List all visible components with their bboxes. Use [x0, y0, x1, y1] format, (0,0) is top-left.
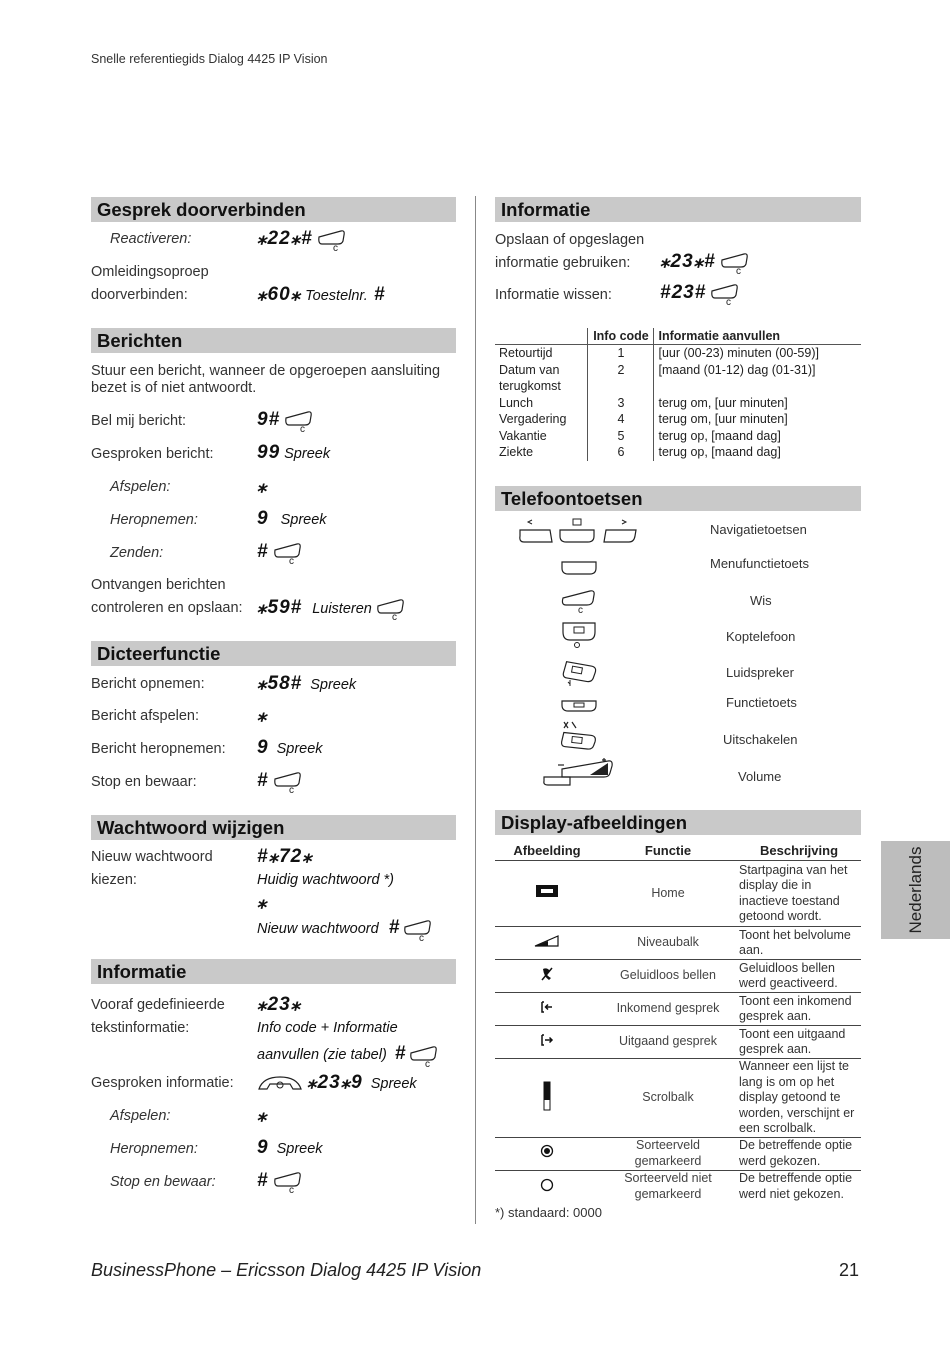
- dict-stop-label: Stop en bewaar:: [91, 774, 197, 790]
- table-cell: [maand (01-12) dag (01-31)]: [658, 362, 816, 377]
- clear-key-icon: [273, 771, 303, 791]
- radio-empty-icon: [540, 1178, 554, 1192]
- dict-rerecord-label: Bericht heropnemen:: [91, 741, 226, 757]
- page-number: 21: [839, 1260, 860, 1280]
- running-header: Snelle referentiegids Dialog 4425 IP Vision: [91, 52, 328, 66]
- table-cell: terug om, [uur minuten]: [658, 395, 788, 410]
- dict-record-label: Bericht opnemen:: [91, 676, 205, 692]
- table-cell: [495, 861, 599, 927]
- table-cell: terug op, [maand dag]: [658, 428, 781, 443]
- radio-selected-icon: [540, 1144, 554, 1158]
- clear-key-icon: [710, 283, 740, 303]
- table-cell: Lunch: [499, 395, 534, 410]
- table-cell: [495, 927, 599, 960]
- table-cell: 1: [588, 345, 654, 362]
- table-header: Informatie aanvullen: [654, 328, 861, 345]
- send-code: # c: [257, 541, 303, 563]
- messages-intro: Stuur een bericht, wanneer de opgeroepen aansluiting bezet is of niet antwoordt.: [91, 363, 441, 396]
- function-key-icon: [560, 697, 598, 715]
- clear-key-icon: [560, 588, 598, 614]
- dict-play-code: ⁎: [257, 705, 268, 726]
- password-current: Huidig wachtwoord *): [257, 872, 395, 888]
- table-cell: Ziekte: [499, 445, 534, 459]
- password-new: Nieuw wachtwoord # c: [257, 917, 433, 939]
- table-cell: Sorteerveld gemarkeerd: [599, 1137, 737, 1170]
- table-cell: Vergadering: [499, 412, 567, 426]
- table-cell: Uitgaand gesprek: [599, 1026, 737, 1059]
- forward-code: ⁎60⁎ Toestelnr. #: [257, 284, 386, 305]
- password-label-line2: kiezen:: [91, 872, 137, 888]
- section-title-dictation: Dicteerfunctie: [91, 641, 456, 666]
- navigation-keys-icon: [516, 516, 640, 546]
- info-code-table: [495, 328, 861, 461]
- clear-key-icon: [317, 229, 347, 249]
- table-header-row: [495, 328, 861, 345]
- table-header: [495, 328, 588, 345]
- section-title-info-right: Informatie: [495, 197, 861, 222]
- info-stop-label: Stop en bewaar:: [110, 1174, 216, 1190]
- svg-text:c: c: [735, 265, 742, 274]
- table-cell: Vakantie: [499, 428, 547, 443]
- incoming-call-icon: [540, 1000, 554, 1014]
- footer-title: BusinessPhone – Ericsson Dialog 4425 IP Vision: [91, 1260, 482, 1280]
- dict-play-label: Bericht afspelen:: [91, 708, 200, 724]
- home-icon: [535, 884, 559, 898]
- table-cell: [495, 1137, 599, 1170]
- clear-key-icon: [273, 542, 303, 562]
- preset-label-line2: tekstinformatie:: [91, 1020, 190, 1036]
- save-info-code: ⁎23⁎# c: [660, 250, 750, 273]
- info-play-code: ⁎: [257, 1105, 268, 1126]
- play-label: Afspelen:: [110, 479, 171, 495]
- table-cell: Scrolbalk: [599, 1059, 737, 1138]
- forward-label-line2: doorverbinden:: [91, 287, 188, 303]
- table-cell: Wanneer een lijst te lang is om op het display getoond te worden, verschijnt er een scrolbalk.: [737, 1059, 861, 1138]
- section-title-info-left: Informatie: [91, 959, 456, 984]
- headset-key-icon: [560, 620, 598, 650]
- password-code: #⁎72⁎: [257, 846, 313, 867]
- check-label-line1: Ontvangen berichten: [91, 577, 226, 593]
- password-label-line1: Nieuw wachtwoord: [91, 849, 213, 865]
- table-cell: terug om, [uur minuten]: [658, 412, 788, 426]
- table-cell: 6: [588, 444, 654, 461]
- table-row: [495, 428, 861, 445]
- volume-key-icon: [540, 757, 616, 789]
- table-row: [495, 1170, 861, 1203]
- table-cell: [654, 378, 861, 395]
- rerecord-code: 9 Spreek: [257, 508, 327, 529]
- table-cell: [495, 1059, 599, 1138]
- key-label-navigation: Navigatietoetsen: [710, 522, 807, 537]
- table-cell: terug op, [maand dag]: [658, 445, 781, 459]
- info-stop-code: # c: [257, 1170, 303, 1192]
- table-cell: De betreffende optie werd niet gekozen.: [739, 1171, 853, 1201]
- play-code: ⁎: [257, 476, 268, 497]
- table-cell: Datum van: [499, 362, 560, 377]
- rerecord-label: Heropnemen:: [110, 512, 198, 528]
- table-row: [495, 378, 861, 395]
- svg-text:c: c: [300, 423, 307, 432]
- table-cell: Niveaubalk: [599, 927, 737, 960]
- info-rerecord-label: Heropnemen:: [110, 1141, 198, 1157]
- clear-key-icon: [376, 598, 406, 618]
- clear-info-label: Informatie wissen:: [495, 287, 612, 303]
- speaker-key-icon: [560, 658, 598, 688]
- scrollbar-icon: [543, 1081, 551, 1111]
- section-title-messages: Berichten: [91, 328, 456, 353]
- table-cell: Home: [599, 861, 737, 927]
- table-cell: 5: [588, 428, 654, 445]
- outgoing-call-icon: [540, 1033, 554, 1047]
- column-divider: [475, 196, 476, 1224]
- table-row: [495, 345, 861, 362]
- preset-label-line1: Vooraf gedefinieerde: [91, 997, 225, 1013]
- key-label-mute: Uitschakelen: [723, 732, 798, 747]
- svg-text:c: c: [332, 242, 339, 251]
- table-header: Functie: [599, 841, 737, 861]
- key-label-function: Functietoets: [726, 695, 797, 710]
- forward-label-line1: Omleidingsoproep: [91, 264, 209, 280]
- ring-level-icon: [534, 934, 560, 948]
- voice-info-code: ⁎23⁎9 Spreek: [257, 1071, 417, 1094]
- preset-line2: Info code + Informatie: [257, 1020, 398, 1036]
- table-row: [495, 395, 861, 412]
- silent-ring-icon: [540, 966, 554, 982]
- section-title-display: Display-afbeeldingen: [495, 810, 861, 835]
- dict-rerecord-code: 9 Spreek: [257, 737, 323, 758]
- section-title-transfer: Gesprek doorverbinden: [91, 197, 456, 222]
- table-cell: [uur (00-23) minuten (00-59)]: [658, 346, 819, 360]
- clear-key-icon: [284, 410, 314, 430]
- table-header: Beschrijving: [737, 841, 861, 861]
- voice-message-code: 99 Spreek: [257, 442, 331, 463]
- reactivate-label: Reactiveren:: [110, 231, 192, 247]
- preset-code: ⁎23⁎: [257, 994, 302, 1015]
- voice-message-label: Gesproken bericht:: [91, 446, 214, 462]
- key-label-headset: Koptelefoon: [726, 629, 796, 644]
- table-row: [495, 993, 861, 1026]
- language-tab-label: Nederlands: [905, 846, 925, 934]
- table-cell: Sorteerveld niet gemarkeerd: [624, 1171, 712, 1201]
- table-cell: Geluidloos bellen: [599, 960, 737, 993]
- table-cell: [495, 993, 599, 1026]
- clear-info-code: #23# c: [660, 282, 740, 304]
- dict-stop-code: # c: [257, 770, 303, 792]
- svg-text:c: c: [391, 611, 398, 620]
- table-cell: [495, 1026, 599, 1059]
- table-row: [495, 1026, 861, 1059]
- check-code: ⁎59# Luisteren c: [257, 596, 406, 619]
- table-cell: Geluidloos bellen werd geactiveerd.: [737, 960, 861, 993]
- default-note: *) standaard: 0000: [495, 1205, 602, 1220]
- table-header-row: [495, 841, 861, 861]
- svg-text:c: c: [726, 296, 733, 305]
- check-label-line2: controleren en opslaan:: [91, 600, 243, 616]
- table-row: [495, 927, 861, 960]
- table-cell: Inkomend gesprek: [599, 993, 737, 1026]
- table-cell: terugkomst: [499, 379, 561, 393]
- voice-info-label: Gesproken informatie:: [91, 1075, 234, 1091]
- table-cell: 3: [588, 395, 654, 412]
- table-row: [495, 362, 861, 379]
- clear-key-icon: [403, 919, 433, 942]
- svg-text:c: c: [425, 1059, 431, 1068]
- table-cell: [495, 1170, 599, 1203]
- table-cell: [495, 960, 599, 993]
- language-tab: [881, 841, 950, 939]
- clear-key-icon: [720, 252, 750, 272]
- table-row: [495, 960, 861, 993]
- info-play-label: Afspelen:: [110, 1108, 171, 1124]
- table-cell: Toont een inkomend gesprek aan.: [737, 993, 861, 1026]
- table-row: [495, 1059, 861, 1138]
- preset-line3: aanvullen (zie tabel) # c: [257, 1043, 439, 1065]
- clear-key-icon: [409, 1045, 439, 1068]
- table-cell: 2: [588, 362, 654, 379]
- table-row: [495, 411, 861, 428]
- save-info-label-line1: Opslaan of opgeslagen: [495, 232, 645, 248]
- key-label-speaker: Luidspreker: [726, 665, 794, 680]
- table-cell: Retourtijd: [499, 346, 553, 360]
- table-header: Afbeelding: [495, 841, 599, 861]
- table-cell: De betreffende optie werd gekozen.: [737, 1137, 861, 1170]
- key-label-clear: Wis: [750, 593, 772, 608]
- table-cell: [588, 378, 654, 395]
- menu-function-key-icon: [560, 558, 598, 578]
- callme-label: Bel mij bericht:: [91, 413, 187, 429]
- password-star: ⁎: [257, 892, 268, 913]
- dict-record-code: ⁎58# Spreek: [257, 673, 357, 694]
- svg-text:c: c: [578, 605, 583, 614]
- svg-text:c: c: [288, 784, 295, 793]
- section-title-keys: Telefoontoetsen: [495, 486, 861, 511]
- table-row: [495, 861, 861, 927]
- handset-icon: [257, 1073, 303, 1093]
- table-header: Info code: [588, 328, 654, 345]
- display-icons-table: [495, 841, 861, 1203]
- reactivate-code: ⁎22⁎# c: [257, 227, 347, 250]
- key-label-menu: Menufunctietoets: [710, 556, 810, 571]
- svg-text:c: c: [288, 1184, 295, 1193]
- table-cell: Startpagina van het display die in inactieve toestand getoond wordt.: [737, 861, 861, 927]
- key-label-volume: Volume: [738, 769, 782, 784]
- table-cell: Toont een uitgaand gesprek aan.: [737, 1026, 861, 1059]
- send-label: Zenden:: [110, 545, 164, 561]
- callme-code: 9# c: [257, 409, 314, 431]
- section-title-password: Wachtwoord wijzigen: [91, 815, 456, 840]
- svg-text:c: c: [419, 933, 425, 942]
- table-cell: Toont het belvolume aan.: [737, 927, 861, 960]
- save-info-label-line2: informatie gebruiken:: [495, 255, 631, 271]
- info-rerecord-code: 9 Spreek: [257, 1137, 323, 1158]
- table-cell: 4: [588, 411, 654, 428]
- svg-text:c: c: [288, 555, 295, 564]
- mute-key-icon: [558, 718, 598, 752]
- clear-key-icon: [273, 1171, 303, 1191]
- table-row: [495, 444, 861, 461]
- table-row: [495, 1137, 861, 1170]
